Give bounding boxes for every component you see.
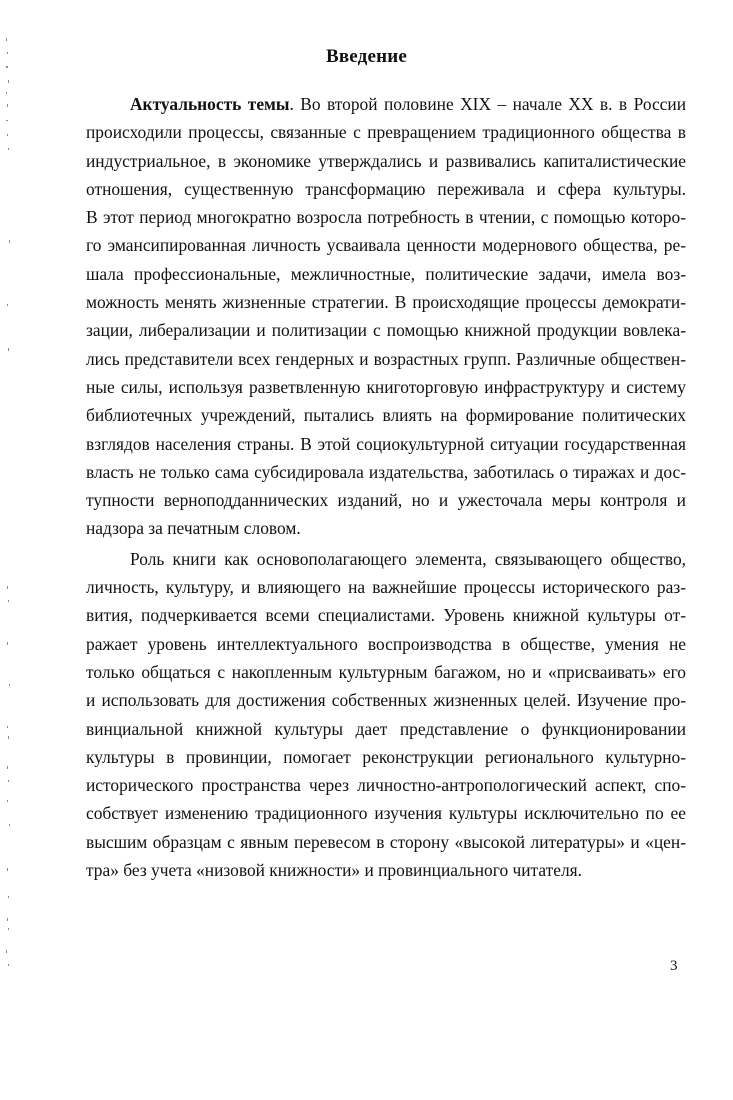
- text-line: происходили процессы, связанные с превращением традиционного общества в: [86, 122, 686, 143]
- scan-margin-specks: [2, 30, 16, 990]
- page-number: 3: [670, 958, 678, 974]
- text-line: ные силы, используя разветвленную книготорговую инфраструктуру и систему: [86, 376, 686, 397]
- body-text: [86, 90, 686, 884]
- text-line: власть не только сама субсидировала издательства, заботилась о тиражах и дос-: [86, 461, 686, 482]
- text-line: зации, либерализации и политизации с помощью книжной продукции вовлека-: [86, 320, 686, 341]
- paragraph-2: [86, 545, 686, 885]
- text-line: шала профессиональные, межличностные, политические задачи, имела воз-: [86, 263, 686, 284]
- text-line: лись представители всех гендерных и возрастных групп. Различные обществен-: [86, 348, 686, 369]
- text-line: тра» без учета «низовой книжности» и провинциального читателя.: [86, 860, 582, 881]
- text-line: В этот период многократно возросла потребность в чтении, с помощью которо-: [86, 207, 686, 228]
- text-line: винциальной книжной культуры дает представление о функционировании: [86, 718, 686, 739]
- text-line: можность менять жизненные стратегии. В происходящие процессы демократи-: [86, 292, 686, 313]
- paragraph-1: [86, 90, 686, 543]
- text-line: только общаться с накопленным культурным багажом, но и «присваивать» его: [86, 661, 686, 682]
- text-line: личность, культуру, и влияющего на важнейшие процессы исторического раз-: [86, 577, 686, 598]
- text-line: индустриальное, в экономике утверждались и развивались капиталистические: [86, 150, 686, 171]
- text-line: исторического пространства через личностно-антропологический аспект, спо-: [86, 775, 686, 796]
- text-line: Роль книги как основополагающего элемента, связывающего общество,: [130, 548, 686, 569]
- text-line: собствует изменению традиционного изучения культуры исключительно по ее: [86, 803, 686, 824]
- text-line: вития, подчеркивается всеми специалистами. Уровень книжной культуры от-: [86, 605, 686, 626]
- text-line: отношения, существенную трансформацию переживала и сфера культуры.: [86, 178, 686, 199]
- text-line: высшим образцам с явным перевесом в сторону «высокой литературы» и «цен-: [86, 831, 686, 852]
- text-line: культуры в провинции, помогает реконструкции регионального культурно-: [86, 746, 686, 767]
- text-line: го эмансипированная личность усваивала ценности модернового общества, ре-: [86, 235, 686, 256]
- text-line: Актуальность темы. Во второй половине XIX – начале XX в. в России: [130, 94, 686, 114]
- page-title: Введение: [325, 46, 408, 67]
- text-line: надзора за печатным словом.: [86, 518, 301, 539]
- text-line: ражает уровень интеллектуального воспроизводства в обществе, умения не: [86, 633, 686, 654]
- paragraph-lead: Актуальность темы: [130, 94, 290, 114]
- text-line: тупности верноподданнических изданий, но и ужесточала меры контроля и: [86, 490, 686, 511]
- text-line: и использовать для достижения собственных жизненных целей. Изучение про-: [86, 690, 686, 711]
- text-line: взглядов населения страны. В этой социокультурной ситуации государственная: [86, 433, 686, 454]
- text-line: библиотечных учреждений, пытались влиять на формирование политических: [86, 405, 686, 426]
